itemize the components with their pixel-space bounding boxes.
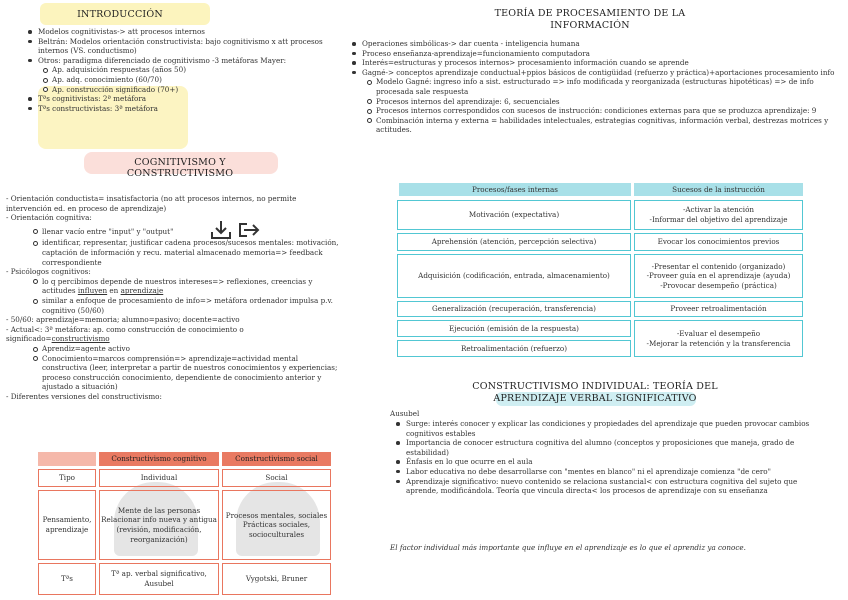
cog-line-text: identificar, representar, justificar cadena procesos/sucesos mentales: motivación, captación de información y recu. material almacenado memoria=> feedback correspondiente xyxy=(42,238,339,267)
cog-line xyxy=(6,315,340,325)
intro-item: Tªs cognitivistas: 2ª metáfora xyxy=(22,94,334,104)
circle-bullet-icon xyxy=(33,241,38,246)
intro-item: Otros: paradigma diferenciado de cognitivismo -3 metáforas Mayer: xyxy=(22,56,334,66)
underlined-word: constructivismo xyxy=(51,334,110,344)
circle-bullet-icon xyxy=(33,356,38,361)
instruction-cell-2: Evocar los conocimientos previos xyxy=(634,233,803,251)
cog-line xyxy=(6,325,340,344)
process-cell-1: Motivación (expectativa) xyxy=(397,200,631,230)
intro-title: INTRODUCCIÓN xyxy=(77,9,163,20)
intro-item: Modelos cognitivistas-> att procesos internos xyxy=(22,27,334,37)
ci-list xyxy=(390,419,810,496)
cog-line xyxy=(6,392,340,402)
cog-title: COGNITIVISMO Y CONSTRUCTIVISMO xyxy=(126,157,234,179)
cog-line-text: Conocimiento=marcos comprensión=> aprendizaje=actividad mental constructiva (leer, interpretar a partir de nuestros conocimientos y experiencias; proceso construcción conocimiento, dependiente de conocimiento anterior y ajustado a situación) xyxy=(42,353,338,392)
cell-teorias-social: Vygotski, Bruner xyxy=(222,563,331,595)
download-icon xyxy=(210,220,232,240)
cell-tipo-social: Social xyxy=(222,469,331,487)
col-header-processes: Procesos/fases internas xyxy=(399,183,631,196)
cog-line-text: - Diferentes versiones del constructivismo: xyxy=(6,391,162,401)
cog-line xyxy=(6,344,340,354)
cog-line-text: - Orientación cognitiva: xyxy=(6,213,92,223)
cell-teorias-cognitive: Tª ap. verbal significativo, Ausubel xyxy=(99,563,219,595)
cog-line-text: - Psicólogos cognitivos: xyxy=(6,267,91,277)
cog-line xyxy=(6,194,340,213)
cog-line-text: similar a enfoque de procesamiento de info=> metáfora ordenador impulsa p.v. cognitivo (50/60) xyxy=(42,295,333,315)
process-cell-2: Aprehensión (atención, percepción selectiva) xyxy=(397,233,631,251)
ci-item: Surge: interés conocer y explicar las condiciones y propiedades del aprendizaje que pueden provocar cambios cognitivos estables xyxy=(390,419,810,438)
cog-line-text: en xyxy=(107,286,121,296)
row-label-teorias: Tªs xyxy=(38,563,96,595)
ci-note: El factor individual más importante que influye en el aprendizaje es lo que el aprendiz ya conoce. xyxy=(390,543,746,552)
underlined-word: influyen xyxy=(77,286,108,296)
row-label-pensamiento: Pensamiento, aprendizaje xyxy=(38,490,96,560)
intro-item: Beltrán: Modelos orientación constructivista: bajo cognitivismo x att procesos internos (VS. conductismo) xyxy=(22,37,334,56)
cog-line xyxy=(6,227,340,237)
instruction-cell-5: -Evaluar el desempeño -Mejorar la retención y la transferencia xyxy=(634,320,803,357)
cog-line-text: llenar vacío entre "input" y "output" xyxy=(42,226,174,236)
cell-pensamiento-social: Procesos mentales, sociales Prácticas sociales, socioculturales xyxy=(222,490,331,560)
circle-bullet-icon xyxy=(33,229,38,234)
ci-item: Labor educativa no debe desarrollarse con "mentes en blanco" ni el aprendizaje comienza "de cero" xyxy=(390,467,810,477)
ci-item: Aprendizaje significativo: nuevo contenido se relaciona sustancial< con estructura cognitiva del sujeto que aprende, modificándola. Teoría que vincula directa< los procesos de aprendizaje con su enseñanza xyxy=(390,477,810,496)
underlined-word: aprendizaje xyxy=(120,286,164,296)
tpi-item: Combinación interna y externa = habilidades intelectuales, estrategias cognitivas, información verbal, destrezas motrices y actitudes. xyxy=(346,116,838,135)
cog-line xyxy=(6,213,340,223)
process-cell-3: Adquisición (codificación, entrada, almacenamiento) xyxy=(397,254,631,298)
process-cell-4: Generalización (recuperación, transferencia) xyxy=(397,301,631,317)
intro-list xyxy=(22,27,334,113)
circle-bullet-icon xyxy=(33,279,38,284)
row-label-tipo: Tipo xyxy=(38,469,96,487)
cog-line xyxy=(6,296,340,315)
cog-line xyxy=(6,267,340,277)
tpi-item: Gagné-> conceptos aprendizaje conductual+ppios básicos de contigüidad (refuerzo y práctica)+aportaciones procesamiento info xyxy=(346,68,838,78)
col-header-cognitive: Constructivismo cognitivo xyxy=(99,452,219,466)
tpi-item: Modelo Gagné: ingreso info a sist. estructurado => info modificada y reorganizada (estructuras hipotéticas) => de info procesada sale respuesta xyxy=(346,77,838,96)
cog-section xyxy=(6,194,340,401)
cog-line xyxy=(6,354,340,392)
cog-line-text: Aprendiz=agente activo xyxy=(42,343,130,353)
ci-item: Énfasis en lo que ocurre en el aula xyxy=(390,457,810,467)
instruction-cell-4: Proveer retroalimentación xyxy=(634,301,803,317)
col-header-social: Constructivismo social xyxy=(222,452,331,466)
ci-intro: Ausubel xyxy=(390,409,420,418)
process-cell-5: Ejecución (emisión de la respuesta) xyxy=(397,320,631,337)
intro-item: Ap. construcción significado (70+) xyxy=(22,85,334,95)
cell-tipo-cognitive: Individual xyxy=(99,469,219,487)
tpi-item: Operaciones simbólicas-> dar cuenta - inteligencia humana xyxy=(346,39,838,49)
cog-line-text: - 50/60: aprendizaje=memoria; alumno=pasivo; docente=activo xyxy=(6,315,240,325)
table-corner-cell xyxy=(38,452,96,466)
tpi-item: Procesos internos correspondidos con sucesos de instrucción: condiciones externas para que se produzca aprendizaje: 9 xyxy=(346,106,838,116)
intro-item: Ap. adq. conocimiento (60/70) xyxy=(22,75,334,85)
cog-line-text: - Actual<: 3ª metáfora: ap. como construcción de conocimiento o significado= xyxy=(6,324,244,344)
circle-bullet-icon xyxy=(33,347,38,352)
intro-item: Tªs constructivistas: 3ª metáfora xyxy=(22,104,334,114)
process-cell-6: Retroalimentación (refuerzo) xyxy=(397,340,631,357)
arrow-into-box-icon xyxy=(238,221,260,239)
col-header-instruction: Sucesos de la instrucción xyxy=(634,183,803,196)
tpi-item: Interés=estructuras y procesos internos> procesamiento información cuando se aprende xyxy=(346,58,838,68)
tpi-title: TEORÍA DE PROCESAMIENTO DE LA INFORMACIÓN xyxy=(494,8,686,31)
ci-item: Importancia de conocer estructura cognitiva del alumno (conceptos y proposiciones que maneja, grado de estabilidad) xyxy=(390,438,810,457)
intro-item: Ap. adquisición respuestas (años 50) xyxy=(22,65,334,75)
tpi-item: Proceso enseñanza-aprendizaje=funcionamiento computadora xyxy=(346,49,838,59)
instruction-cell-1: -Activar la atención -Informar del objetivo del aprendizaje xyxy=(634,200,803,230)
cell-pensamiento-cognitive: Mente de las personas Relacionar info nueva y antigua (revisión, modificación, reorganización) xyxy=(99,490,219,560)
tpi-item: Procesos internos del aprendizaje: 6, secuenciales xyxy=(346,97,838,107)
instruction-cell-3: -Presentar el contenido (organizado) -Proveer guía en el aprendizaje (ayuda) -Provocar desempeño (práctica) xyxy=(634,254,803,298)
tpi-list xyxy=(346,39,838,135)
ci-title: CONSTRUCTIVISMO INDIVIDUAL: TEORÍA DEL APRENDIZAJE VERBAL SIGNIFICATIVO xyxy=(472,381,718,404)
circle-bullet-icon xyxy=(33,299,38,304)
cog-line-text: lo q percibimos depende de nuestros intereses=> reflexiones, creencias y actitudes xyxy=(42,276,313,296)
cog-line xyxy=(6,277,340,296)
cog-line xyxy=(6,238,340,267)
cog-line-text: - Orientación conductista= insatisfactoria (no att procesos internos, no permite intervención ed. en proceso de aprendizaje) xyxy=(6,194,297,213)
